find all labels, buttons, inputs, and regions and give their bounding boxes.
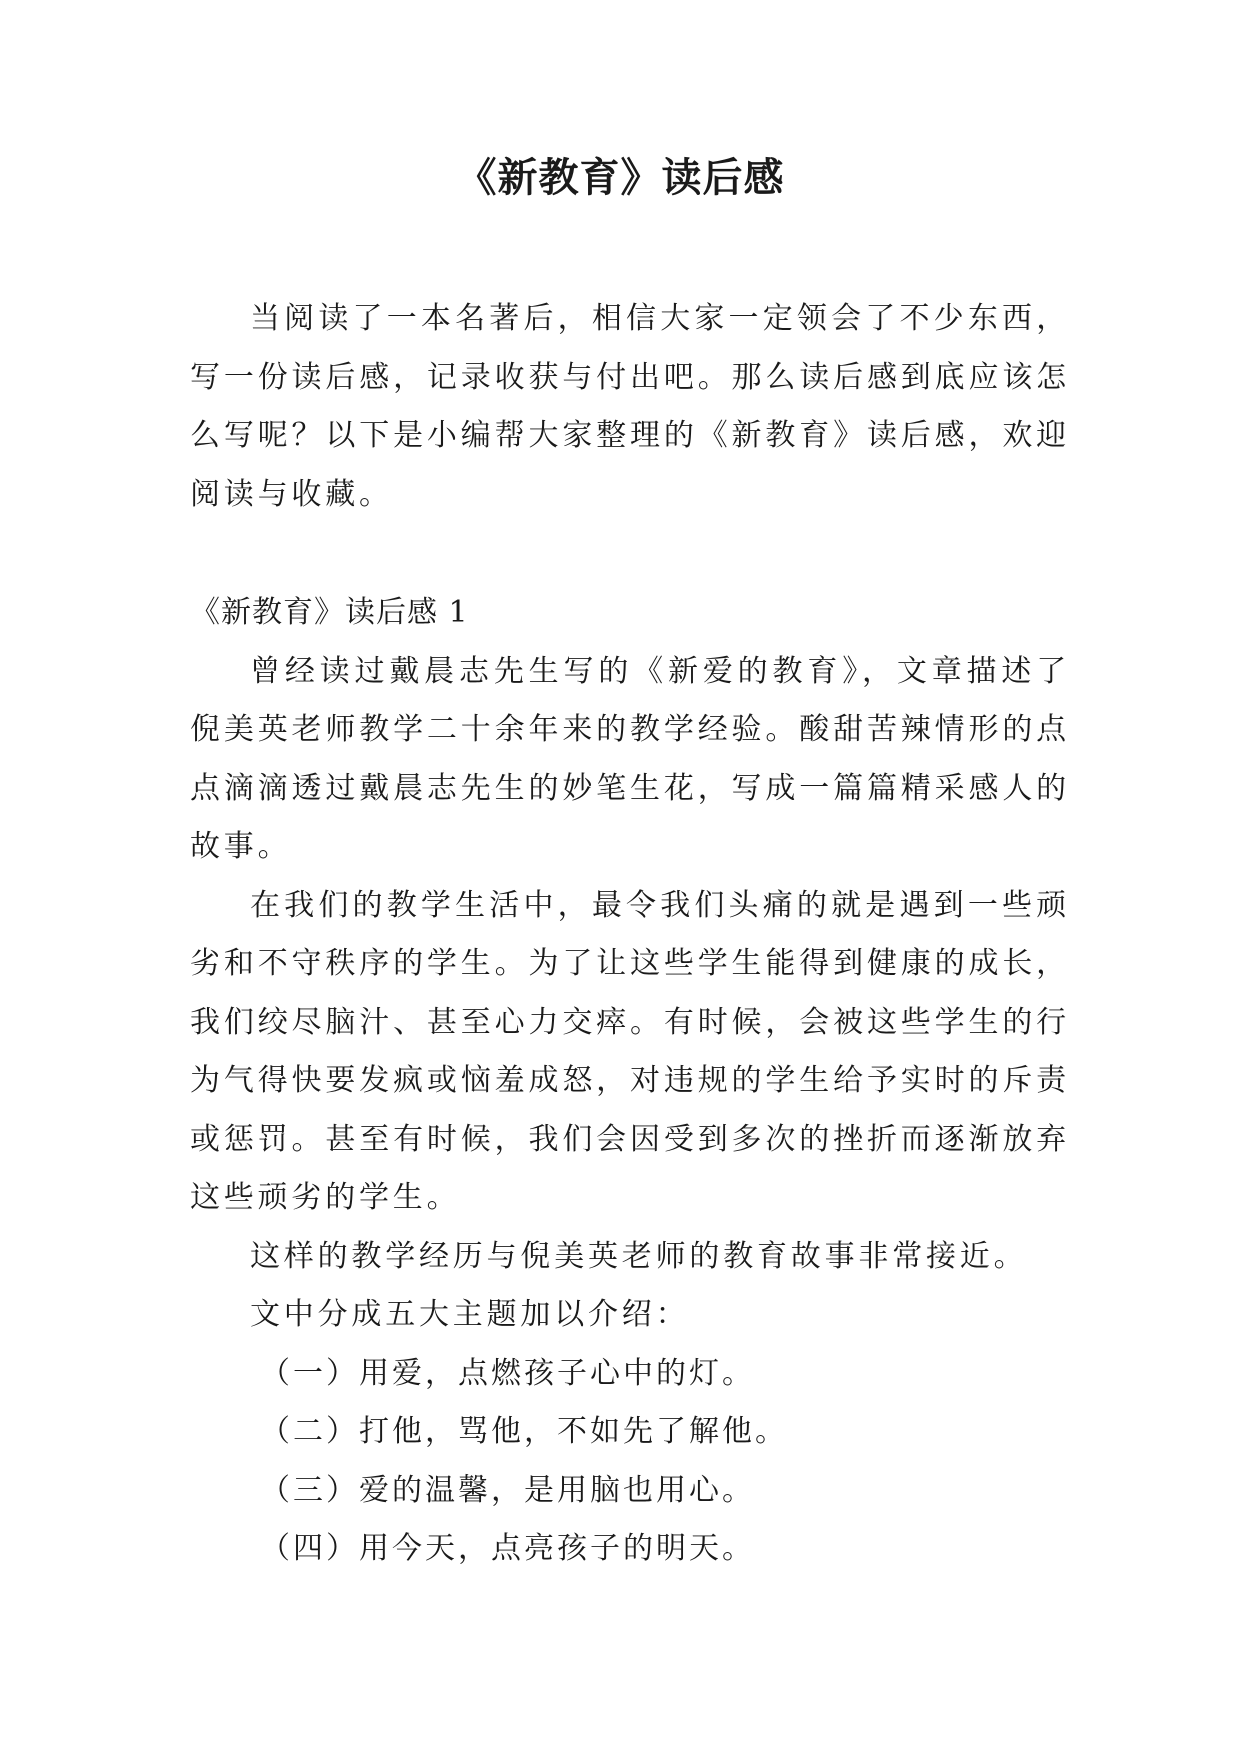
theme-item: （四）用今天，点亮孩子的明天。	[260, 1531, 755, 1566]
intro-paragraph: 当阅读了一本名著后，相信大家一定领会了不少东西，写一份读后感，记录收获与付出吧。那么读后感到底应该怎么写呢？以下是小编帮大家整理的《新教育》读后感，欢迎阅读与收藏。	[190, 301, 1070, 512]
document-title: 《新教育》读后感	[456, 155, 785, 201]
body-paragraph: 文中分成五大主题加以介绍：	[250, 1297, 690, 1332]
section-heading: 《新教育》读后感 1	[190, 595, 469, 630]
body-paragraph: 在我们的教学生活中，最令我们头痛的就是遇到一些顽劣和不守秩序的学生。为了让这些学生能得到健康的成长，我们绞尽脑汁、甚至心力交瘁。有时候，会被这些学生的行为气得快要发疯或恼羞成怒，对违规的学生给予实时的斥责或惩罚。甚至有时候，我们会因受到多次的挫折而逐渐放弃这些顽劣的学生。	[190, 887, 1070, 1215]
document-body	[190, 290, 1070, 1579]
body-paragraph: 曾经读过戴晨志先生写的《新爱的教育》，文章描述了倪美英老师教学二十余年来的教学经验。酸甜苦辣情形的点点滴滴透过戴晨志先生的妙笔生花，写成一篇篇精采感人的故事。	[190, 653, 1070, 864]
theme-item: （二）打他，骂他，不如先了解他。	[260, 1414, 788, 1449]
body-paragraph: 这样的教学经历与倪美英老师的教育故事非常接近。	[250, 1238, 1028, 1274]
theme-item: （三）爱的温馨，是用脑也用心。	[260, 1472, 755, 1508]
theme-item: （一）用爱，点燃孩子心中的灯。	[260, 1355, 755, 1391]
